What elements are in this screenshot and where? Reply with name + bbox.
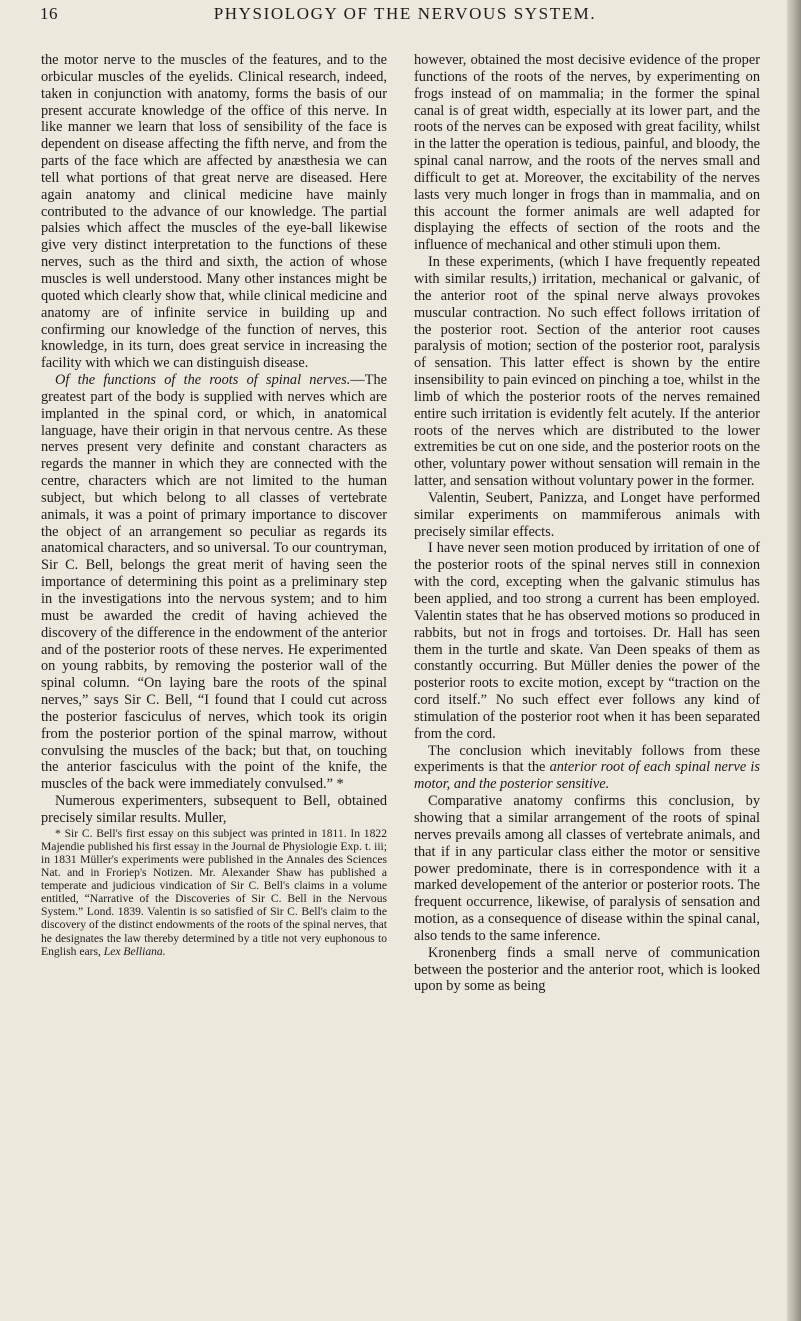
paragraph-text: —The greatest part of the body is supplied with nerves which are implanted in the spinal cord, or which, in anatomical language, have their origin in that nervous centre. As these nerves present very definite and constant characters as regards the manner in which they are connected with the centre, characters which are not limited to the human subject, but which belong to all classes of vertebrate animals, it was a point of primary importance to discover the object of an arrangement so peculiar as regards its anatomical characters, and so universal. To our countryman, Sir C. Bell, belongs the great merit of having seen the importance of determining this point as a preliminary step in the investigations into the nervous system; and to him must be awarded the credit of having achieved the discovery of the difference in the endowment of the anterior and of the posterior roots of these nerves. He experimented on young rabbits, by removing the posterior wall of the spinal column. “On laying bare the roots of the spinal nerves,” says Sir C. Bell, “I found that I could cut across the posterior fasciculus of nerves, which took its origin from the posterior portion of the spinal marrow, without convulsing the muscles of the back; but that, on touching the anterior fasciculus with the point of the knife, the muscles of the back were immediately convulsed.” * <box>41 372 387 793</box>
section-heading: Of the functions of the roots of spinal nerves. <box>55 372 351 389</box>
section-paragraph <box>41 372 387 793</box>
paragraph: I have never seen motion produced by irritation of one of the posterior roots of the spinal nerves still in connexion with the cord, excepting when the galvanic stimulus has been applied, and too strong a current has been employed. Valentin states that he has observed motions so produced in rabbits, but not in frogs and tortoises. Dr. Hall has seen them in the turtle and skate. Van Deen speaks of them as constantly occurring. But Müller denies the power of the posterior roots to excite motion, except by “traction on the cord itself.” No such effect ever follows any kind of stimulation of the posterior root when it has been separated from the cord. <box>414 540 760 742</box>
conclusion-emphasis: anterior root of each spinal nerve is motor, and the posterior sensitive. <box>414 759 760 793</box>
paragraph: Valentin, Seubert, Panizza, and Longet have performed similar experiments on mammiferous animals with precisely similar effects. <box>414 489 760 540</box>
left-column <box>41 52 387 958</box>
paragraph-text: The conclusion which inevitably follows from these experiments is that the <box>414 742 760 776</box>
paragraph: Comparative anatomy confirms this conclusion, by showing that a similar arrangement of the roots of spinal nerves prevails among all classes of vertebrate animals, and that if in any particular class either the motor or sensitive power predominate, there is in correspondence with it a marked developement of the anterior or posterior roots. The frequent occurrence, likewise, of paralysis of sensation and motion, as a consequence of disease within the spinal canal, also tends to the same inference. <box>414 793 760 944</box>
footnote <box>41 827 387 958</box>
paragraph: Numerous experimenters, subsequent to Bell, obtained precisely similar results. Muller, <box>41 793 387 826</box>
paragraph: Kronenberg finds a small nerve of communication between the posterior and the anterior root, which is looked upon by some as being <box>414 944 760 995</box>
page-number: 16 <box>40 4 58 23</box>
paragraph: In these experiments, (which I have frequently repeated with similar results,) irritation, mechanical or galvanic, of the anterior root of the spinal nerve always provokes muscular contraction. No such effect follows irritation of the posterior root. Section of the anterior root causes paralysis of motion; section of the posterior root, paralysis of sensation. This latter effect is shown by the entire insensibility to pain evinced on pinching a toe, whilst in the limb of which the posterior roots of the nerves remained entire such irritation is evidently felt acutely. If the anterior roots of the nerves which are distributed to the lower extremities be cut on one side, and the posterior roots on the other, voluntary power without sensation will remain in the latter, and sensation without voluntary power in the former. <box>414 254 760 490</box>
running-head <box>40 4 770 32</box>
footnote-italic: Lex Belliana. <box>103 944 166 958</box>
paragraph: the motor nerve to the muscles of the features, and to the orbicular muscles of the eyelids. Clinical research, indeed, taken in conjunction with anatomy, forms the basis of our present accurate knowledge of the office of this nerve. In like manner we learn that loss of sensibility of the face is dependent on disease affecting the fifth nerve, and from the parts of the face which are affected by anæsthesia we can tell what portions of that great nerve are diseased. Here again anatomy and clinical medicine have mainly contributed to the advance of our knowledge. The partial palsies which affect the muscles of the eye-ball likewise give very distinct interpretation to the functions of these nerves, such as the third and sixth, the action of whose muscles is well understood. Many other instances might be quoted which clearly show that, while clinical medicine and anatomy are of infinite service in building up and confirming our knowledge of the function of nerves, this knowledge, in its turn, does great service in increasing the facility with which we can distinguish disease. <box>41 52 387 372</box>
conclusion-paragraph <box>414 743 760 794</box>
page-edge-shadow <box>787 0 801 1321</box>
footnote-text: * Sir C. Bell's first essay on this subject was printed in 1811. In 1822 Majendie published his first essay in the Journal de Physiologie Exp. t. iii; in 1831 Müller's experiments were published in the Annales des Sciences Nat. and in Froriep's Notizen. Mr. Alexander Shaw has published a temperate and judicious vindication of Sir C. Bell's claims in a volume entitled, “Narrative of the Discoveries of Sir C. Bell in the Nervous System.” Lond. 1839. Valentin is so satisfied of Sir C. Bell's claim to the discovery of the distinct endowments of the roots of the spinal nerves, that he designates the law thereby determined by a title not very euphonous to English ears, <box>41 826 387 958</box>
right-column <box>414 52 760 995</box>
paragraph: however, obtained the most decisive evidence of the proper functions of the roots of the nerves, by experimenting on frogs instead of on mammalia; in the former the spinal canal is of great width, especially at its lower part, and the roots of the nerves can be exposed with great facility, whilst in the latter the operation is tedious, painful, and bloody, the spinal canal narrow, and the roots of the nerves small and difficult to get at. Moreover, the excitability of the nerves lasts very much longer in frogs than in mammalia, and on this account the former animals are well adapted for displaying the effects of section of the roots and the influence of mechanical and other stimuli upon them. <box>414 52 760 254</box>
running-title: PHYSIOLOGY OF THE NERVOUS SYSTEM. <box>213 4 597 23</box>
